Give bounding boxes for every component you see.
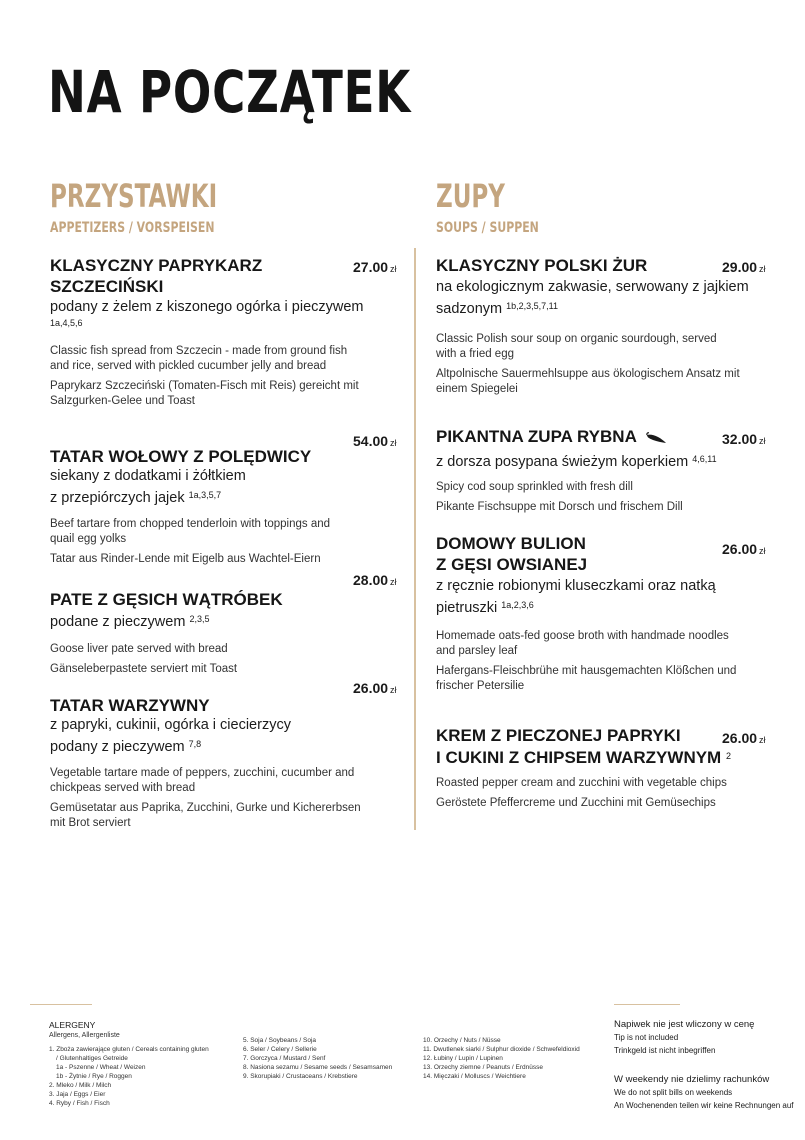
item-desc-en: Roasted pepper cream and zucchini with vegetable chips (436, 777, 727, 789)
item-allergens: 7,8 (188, 739, 202, 749)
footer-rule-right (614, 1004, 680, 1005)
item-subtitle: z ręcznie robionymi kluseczkami oraz natką pietruszki $^{1a,2,3,6}$ (436, 578, 716, 616)
item-subtitle: na ekologicznym zakwasie, serwowany z jajkiem sadzonym $^{1b,2,3,5,7,11}$ (436, 279, 749, 317)
allergen-entry: 7. Gorczyca / Mustard / Senf (243, 1055, 326, 1062)
allergen-entry: 13. Orzechy ziemne / Peanuts / Erdnüsse (423, 1064, 543, 1071)
weekend-notice (614, 1073, 794, 1112)
allergen-entry: 1a - Pszenne / Wheat / Weizen (56, 1064, 146, 1071)
item-allergens: 4,6,11 (692, 454, 717, 464)
menu-item-bulion (436, 533, 781, 694)
weekend-en: We do not split bills on weekends (614, 1088, 733, 1097)
allergens-column-3 (423, 1036, 580, 1081)
item-desc-en: Classic Polish sour soup on organic sourdough, served with a fried egg (436, 333, 717, 360)
allergen-entry: 14. Mięczaki / Molluscs / Weichtiere (423, 1073, 526, 1080)
column-divider-left (414, 248, 416, 830)
item-name: PATE Z GĘSICH WĄTRÓBEK (50, 590, 283, 609)
item-price: 26.00 zł (353, 680, 397, 696)
item-desc-en: Beef tartare from chopped tenderloin with toppings and quail egg yolks (50, 518, 331, 545)
item-desc-de: Paprykarz Szczeciński (Tomaten-Fisch mit Reis) gereicht mit Salzgurken-Gelee und Toast (50, 380, 359, 407)
allergen-entry: 6. Seler / Celery / Sellerie (243, 1046, 317, 1053)
item-allergens: 1b,2,3,5,7,11 (506, 301, 559, 311)
menu-item-pate (50, 589, 410, 677)
allergens-column-1 (49, 1045, 209, 1108)
item-allergens: 1a,2,3,6 (501, 600, 534, 610)
item-allergens: 1a,3,5,7 (188, 490, 222, 500)
item-allergens: 2 (725, 751, 731, 761)
item-desc-de: Gemüsetatar aus Paprika, Zucchini, Gurke und Kichererbsen mit Brot serviert (50, 802, 361, 829)
tip-de: Trinkgeld ist nicht inbegriffen (614, 1046, 716, 1055)
item-name: TATAR WARZYWNY (50, 696, 210, 715)
weekend-de: An Wochenenden teilen wir keine Rechnungen auf (614, 1101, 794, 1110)
allergens-column-2 (243, 1036, 392, 1081)
allergen-entry: 11. Dwutlenek siarki / Sulphur dioxide / Schwefeldioxid (423, 1046, 580, 1053)
allergen-entry: / Glutenhaltiges Getreide (56, 1055, 128, 1062)
item-name: KLASYCZNY POLSKI ŻUR (436, 256, 648, 275)
item-price: 26.00 zł (722, 730, 766, 746)
allergen-entry: 5. Soja / Soybeans / Soja (243, 1037, 316, 1044)
item-desc-en: Homemade oats-fed goose broth with handmade noodles and parsley leaf (436, 630, 729, 657)
item-desc-en: Classic fish spread from Szczecin - made from ground fish and rice, served with pickled cucumber jelly and bread (50, 345, 348, 372)
allergen-entry: 2. Mleko / Milk / Milch (49, 1082, 112, 1089)
allergen-entry: 10. Orzechy / Nuts / Nüsse (423, 1037, 501, 1044)
soups-title: ZUPY (436, 177, 505, 215)
item-subtitle: z papryki, cukinii, ogórka i ciecierzycy podany z pieczywem $^{7,8}$ (50, 717, 291, 755)
menu-item-zupa-rybna (436, 426, 781, 515)
item-desc-de: Gänseleberpastete serviert mit Toast (50, 663, 238, 675)
menu-item-tatar-warzywny (50, 695, 410, 831)
allergens-subtitle: Allergens, Allergenliste (49, 1032, 120, 1039)
chili-pepper-icon (645, 432, 667, 444)
allergen-entry: 3. Jaja / Eggs / Eier (49, 1091, 106, 1098)
item-subtitle: siekany z dodatkami i żółtkiem z przepiórczych jajek $^{1a,3,5,7}$ (50, 468, 246, 506)
allergen-entry: 9. Skorupiaki / Crustaceans / Krebstiere (243, 1073, 358, 1080)
item-price: 28.00 zł (353, 572, 397, 588)
item-price: 29.00 zł (722, 259, 766, 275)
item-name: PIKANTNA ZUPA RYBNA (436, 426, 781, 447)
item-details (50, 298, 410, 409)
item-desc-de: Geröstete Pfeffercreme und Zucchini mit Gemüsechips (436, 797, 716, 809)
tip-notice (614, 1018, 754, 1057)
item-subtitle: podane z pieczywem $^{2,3,5}$ (50, 614, 210, 630)
allergens-legend (49, 1020, 120, 1040)
tip-title: Napiwek nie jest wliczony w cenę (614, 1019, 755, 1030)
page-title: NA POCZĄTEK (48, 58, 412, 126)
allergens-title: ALERGENY (49, 1020, 96, 1030)
item-name: KLASYCZNY PAPRYKARZ SZCZECIŃSKI (50, 256, 263, 296)
item-price: 32.00 zł (722, 431, 766, 447)
allergen-entry: 12. Łubiny / Lupin / Lupinen (423, 1055, 503, 1062)
weekend-title: W weekendy nie dzielimy rachunków (614, 1074, 770, 1085)
item-price: 27.00 zł (353, 259, 397, 275)
menu-item-paprykarz (50, 255, 350, 297)
menu-item-zur (436, 255, 781, 397)
footer-rule-left (30, 1004, 92, 1005)
item-subtitle: z dorsza posypana świeżym koperkiem $^{4,6,11}$ (436, 454, 717, 470)
item-desc-de: Tatar aus Rinder-Lende mit Eigelb aus Wachtel-Eiern (50, 553, 321, 565)
item-allergens: 2,3,5 (189, 614, 210, 624)
menu-item-krem-papryka (436, 725, 781, 811)
menu-item-tatar-wolowy (50, 446, 410, 567)
item-desc-en: Spicy cod soup sprinkled with fresh dill (436, 481, 633, 493)
item-subtitle: podany z żelem z kiszonego ogórka i pieczywem (50, 299, 364, 315)
item-allergens: 1a,4,5,6 (50, 318, 83, 328)
item-desc-de: Pikante Fischsuppe mit Dorsch und frischem Dill (436, 501, 683, 513)
item-desc-en: Vegetable tartare made of peppers, zucchini, cucumber and chickpeas served with bread (50, 767, 355, 794)
item-name: TATAR WOŁOWY Z POLĘDWICY (50, 447, 312, 466)
item-price: 26.00 zł (722, 541, 766, 557)
item-desc-en: Goose liver pate served with bread (50, 643, 228, 655)
allergen-entry: 1. Zboża zawierające gluten / Cereals containing gluten (49, 1046, 209, 1053)
appetizers-subtitle: APPETIZERS / VORSPEISEN (50, 220, 215, 236)
soups-subtitle: SOUPS / SUPPEN (436, 220, 539, 236)
allergen-entry: 1b - Żytnie / Rye / Roggen (56, 1073, 132, 1080)
appetizers-title: PRZYSTAWKI (50, 177, 218, 215)
item-desc-de: Altpolnische Sauermehlsuppe aus ökologischem Ansatz mit einem Spiegelei (436, 368, 740, 395)
item-price: 54.00 zł (353, 433, 397, 449)
allergen-entry: 8. Nasiona sezamu / Sesame seeds / Sesamsamen (243, 1064, 393, 1071)
allergen-entry: 4. Ryby / Fish / Fisch (49, 1100, 110, 1107)
item-name: KREM Z PIECZONEJ PAPRYKI I CUKINI Z CHIPSEM WARZYWNYM $^2$ (436, 726, 731, 767)
tip-en: Tip is not included (614, 1033, 679, 1042)
item-desc-de: Hafergans-Fleischbrühe mit hausgemachten Klößchen und frischer Petersilie (436, 665, 737, 692)
item-name: DOMOWY BULION Z GĘSI OWSIANEJ (436, 534, 588, 574)
